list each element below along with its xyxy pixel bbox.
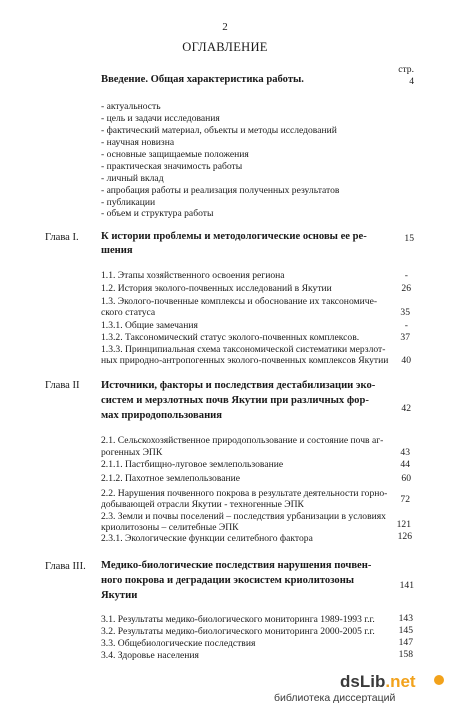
toc-entry-page: - (404, 270, 408, 281)
toc-entry-3-1[interactable]: 3.1. Результаты медико-биологического мониторинга 1989-1993 г.г. (101, 614, 375, 625)
chapter-2-title-line[interactable]: систем и мерзлотных почв Якутии при различных фор- (101, 395, 369, 406)
dslib-watermark[interactable] (274, 672, 446, 704)
toc-entry-page: 37 (400, 332, 410, 343)
intro-item: - цель и задачи исследования (101, 113, 220, 124)
toc-entry-2-2[interactable]: 2.2. Нарушения почвенного покрова в результате деятельности горно- (101, 488, 388, 499)
chapter-2-page: 42 (401, 403, 411, 414)
toc-entry-3-4[interactable]: 3.4. Здоровье населения (101, 650, 199, 661)
toc-entry-page: 44 (400, 459, 410, 470)
toc-entry-page: 43 (400, 447, 410, 458)
chapter-1-title-line[interactable]: К истории проблемы и методологические основы ее ре- (101, 231, 367, 242)
intro-item: - публикации (101, 197, 156, 208)
intro-title[interactable]: Введение. Общая характеристика работы. (101, 74, 304, 85)
chapter-2-title-line[interactable]: Источники, факторы и последствия дестабилизации эко- (101, 380, 376, 391)
toc-entry-page: 40 (401, 355, 411, 366)
chapter-2-title-line[interactable]: мах природопользования (101, 410, 223, 421)
toc-entry-2-1[interactable]: 2.1. Сельскохозяйственное природопользование и состояние почв аг- (101, 435, 384, 446)
toc-entry-1-3-2[interactable]: 1.3.2. Таксономический статус эколого-почвенных комплексов. (101, 332, 360, 343)
toc-entry-page: 158 (398, 649, 413, 660)
chapter-3-page: 141 (399, 580, 414, 591)
toc-entry-page: - (404, 320, 408, 331)
toc-entry-page: 147 (398, 637, 413, 648)
intro-item: - научная новизна (101, 137, 175, 148)
chapter-1-page: 15 (404, 233, 414, 244)
toc-entry-2-3-cont: криолитозоны – селитебные ЭПК (101, 522, 239, 533)
intro-item: - актуальность (101, 101, 161, 112)
intro-item: - основные защищаемые положения (101, 149, 249, 160)
toc-entry-1-3[interactable]: 1.3. Эколого-почвенные комплексы и обоснование их таксономиче- (101, 296, 378, 307)
dslib-subtitle: библиотека диссертаций (274, 692, 396, 704)
toc-entry-2-3[interactable]: 2.3. Земли и почвы поселений – последствия урбанизации в условиях (101, 511, 386, 522)
toc-entry-page: 26 (401, 283, 411, 294)
dslib-logo-main: dsLib (340, 672, 386, 691)
toc-entry-3-3[interactable]: 3.3. Общебиологические последствия (101, 638, 256, 649)
toc-entry-2-3-1[interactable]: 2.3.1. Экологические функции селитебного фактора (101, 533, 313, 544)
toc-entry-page: 72 (400, 494, 410, 505)
toc-entry-1-3-cont: ского статуса (101, 307, 156, 318)
toc-entry-page: 60 (401, 473, 411, 484)
toc-entry-2-2-cont: добывающей отрасли Якутии - техногенные ЭПК (101, 499, 304, 510)
dslib-logo (340, 672, 416, 692)
toc-entry-2-1-1[interactable]: 2.1.1. Пастбищно-луговое землепользование (101, 459, 284, 470)
chapter-1-title-line[interactable]: шения (101, 245, 133, 256)
toc-entry-1-2[interactable]: 1.2. История эколого-почвенных исследований в Якутии (101, 283, 332, 294)
chapter-1-label: Глава I. (45, 232, 79, 243)
intro-item: - личный вклад (101, 173, 164, 184)
toc-entry-page: 126 (397, 531, 412, 542)
page-column-header: стр. (398, 64, 414, 75)
chapter-3-title-line[interactable]: Медико-биологические последствия нарушения почвен- (101, 560, 372, 571)
intro-item: - фактический материал, объекты и методы исследований (101, 125, 337, 136)
chapter-3-label: Глава III. (45, 561, 86, 572)
intro-item: - объем и структура работы (101, 208, 214, 219)
toc-entry-1-3-1[interactable]: 1.3.1. Общие замечания (101, 320, 198, 331)
toc-entry-2-1-cont: рогенных ЭПК (101, 447, 163, 458)
intro-item: - практическая значимость работы (101, 161, 243, 172)
toc-entry-page: 35 (400, 307, 410, 318)
intro-page: 4 (409, 76, 414, 87)
dslib-logo-tld: .net (385, 672, 416, 691)
toc-entry-1-1[interactable]: 1.1. Этапы хозяйственного освоения региона (101, 270, 285, 281)
intro-item: - апробация работы и реализация полученных результатов (101, 185, 340, 196)
dslib-logo-icon (434, 675, 444, 685)
chapter-2-label: Глава II (45, 380, 80, 391)
chapter-3-title-line[interactable]: ного покрова и деградации экосистем криолитозоны (101, 575, 355, 586)
toc-entry-page: 145 (398, 625, 413, 636)
toc-entry-1-3-3-cont: ных природно-антропогенных эколого-почвенных комплексов Якутии (101, 355, 389, 366)
toc-entry-1-3-3[interactable]: 1.3.3. Принципиальная схема таксономической систематики мерзлот- (101, 344, 386, 355)
toc-title: ОГЛАВЛЕНИЕ (182, 40, 268, 54)
chapter-3-title-line[interactable]: Якутии (101, 590, 138, 601)
toc-entry-3-2[interactable]: 3.2. Результаты медико-биологического мониторинга 2000-2005 г.г. (101, 626, 375, 637)
toc-entry-2-1-2[interactable]: 2.1.2. Пахотное землепользование (101, 473, 241, 484)
toc-entry-page: 121 (396, 519, 411, 530)
toc-entry-page: 143 (398, 613, 413, 624)
page-number: 2 (222, 21, 228, 33)
